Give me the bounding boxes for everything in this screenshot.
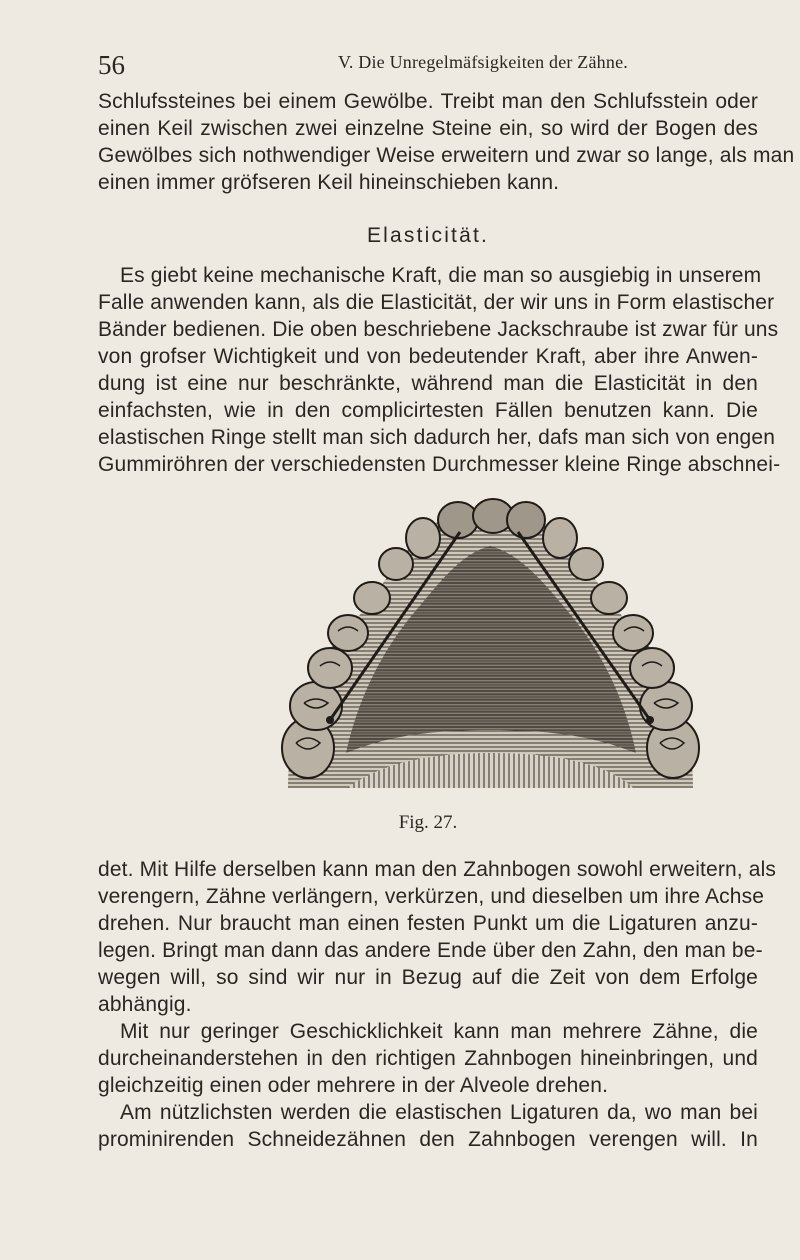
text-line: einen immer gröfseren Keil hineinschieben kann. [98, 171, 560, 194]
text-line: Am nützlichsten werden die elastischen Ligaturen da, wo man bei [120, 1101, 758, 1124]
page-header [98, 50, 758, 84]
section-heading: Elasticität. [366, 224, 490, 247]
dental-arch-figure [268, 498, 718, 800]
incisors [438, 499, 545, 538]
text-line: Bänder bedienen. Die oben beschriebene Jackschraube ist zwar für uns [98, 318, 779, 341]
figure-caption: Fig. 27. [398, 812, 458, 833]
text-line: einen Keil zwischen zwei einzelne Steine ein, so wird der Bogen des [98, 117, 758, 140]
text-line: Es giebt keine mechanische Kraft, die man so ausgiebig in unserem [120, 264, 762, 287]
text-line: einfachsten, wie in den complicirtesten Fällen benutzen kann. Die [98, 399, 758, 422]
text-line: drehen. Nur braucht man einen festen Punkt um die Ligaturen anzu- [98, 912, 758, 935]
running-head: V. Die Unregelmäfsigkeiten der Zähne. [338, 52, 628, 72]
text-line: von grofser Wichtigkeit und von bedeutender Kraft, aber ihre Anwen- [98, 345, 758, 368]
text-line: elastischen Ringe stellt man sich dadurch her, dafs man sich von engen [98, 426, 776, 449]
text-line: dung ist eine nur beschränkte, während man die Elasticität in den [98, 372, 758, 395]
text-line: verengern, Zähne verlängern, verkürzen, und dieselben um ihre Achse [98, 885, 765, 908]
text-line: Schlufssteines bei einem Gewölbe. Treibt man den Schlufsstein oder [98, 90, 758, 113]
text-line: abhängig. [98, 993, 192, 1016]
text-line: prominirenden Schneidezähnen den Zahnbogen verengen will. In [98, 1128, 758, 1151]
dental-arch-illustration [268, 498, 718, 800]
text-line: wegen will, so sind wir nur in Bezug auf die Zeit von dem Erfolge [98, 966, 758, 989]
text-line: Mit nur geringer Geschicklichkeit kann man mehrere Zähne, die [120, 1020, 758, 1043]
page-number: 56 [98, 50, 125, 80]
text-line: legen. Bringt man dann das andere Ende über den Zahn, den man be- [98, 939, 763, 962]
text-line: durcheinanderstehen in den richtigen Zahnbogen hineinbringen, und [98, 1047, 758, 1070]
text-line: gleichzeitig einen oder mehrere in der Alveole drehen. [98, 1074, 609, 1097]
text-line: Gummiröhren der verschiedensten Durchmesser kleine Ringe abschnei- [98, 453, 781, 476]
text-line: det. Mit Hilfe derselben kann man den Zahnbogen sowohl erweitern, als [98, 858, 777, 881]
text-line: Falle anwenden kann, als die Elasticität, der wir uns in Form elastischer [98, 291, 775, 314]
text-line: Gewölbes sich nothwendiger Weise erweitern und zwar so lange, als man [98, 144, 795, 167]
